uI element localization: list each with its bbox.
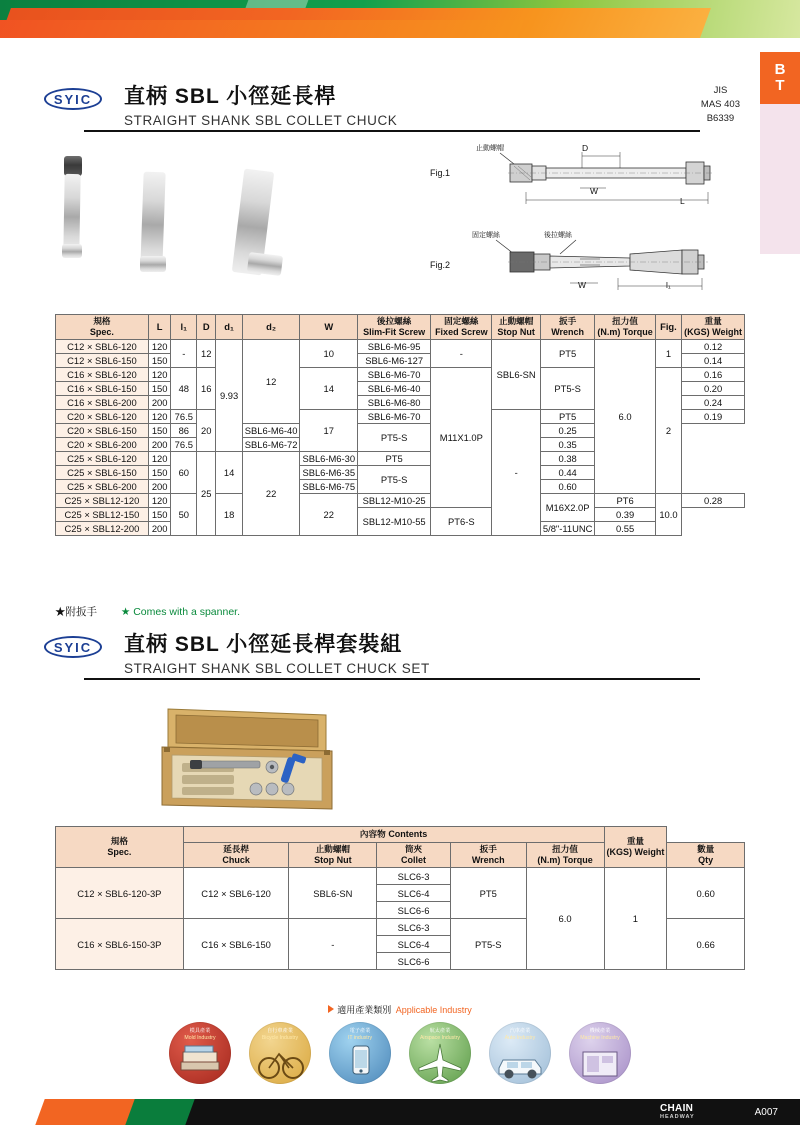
cell-weight: 0.24 [682, 396, 745, 410]
product-rod-3-collar [247, 252, 283, 276]
industry-cn-auto: 汽車產業 [509, 1028, 531, 1034]
fig2-label: Fig.2 [430, 260, 451, 270]
cell-l: 120 [148, 494, 171, 508]
th-fixed-screw-cn: 固定螺絲 [444, 316, 479, 326]
cell-l1: 76.5 [171, 410, 197, 424]
cell-weight: 0.12 [682, 340, 745, 354]
section2-title-rule [84, 678, 700, 680]
th-torque-en: (N.m) Torque [597, 326, 653, 337]
applicable-industry-title [0, 1000, 800, 1018]
th-set-stop-nut-cn: 止動螺帽 [315, 843, 351, 854]
th-slim-fit-screw [358, 315, 431, 340]
cell-collet: SLC6-4 [377, 885, 451, 902]
cell-l: 150 [148, 354, 171, 368]
cell-wrench: PT5-S [358, 424, 431, 452]
table-row [56, 340, 745, 354]
top-decorative-banner [0, 0, 800, 46]
fig2-l1-label: l₁ [666, 280, 671, 290]
table-row [56, 868, 745, 885]
cell-d: 20 [197, 410, 216, 452]
cell-spec: C25 × SBL12-120 [56, 494, 149, 508]
cell-spec: C25 × SBL12-150 [56, 508, 149, 522]
cell-l1: 60 [171, 452, 197, 494]
syic-logo-2 [40, 630, 112, 670]
cell-screw: SBL12-M10-55 [358, 508, 431, 536]
cell-screw: SBL6-M6-70 [358, 410, 431, 424]
table-row [56, 494, 745, 508]
th-chuck-cn: 延長桿 [223, 843, 249, 854]
cell-set-spec: C12 × SBL6-120-3P [56, 868, 184, 919]
cell-weight: 0.44 [540, 466, 595, 480]
th-wrench-en: Wrench [551, 326, 585, 337]
cell-d2: 22 [300, 494, 358, 536]
logo-text-2: SYIC [44, 636, 102, 658]
industry-en-auto: Auto Industry [504, 1034, 536, 1041]
cell-l: 120 [148, 340, 171, 354]
cell-l: 120 [148, 410, 171, 424]
th-set-weight-en: (KGS) Weight [606, 846, 665, 857]
footer-brand-sub: HEADWAY [660, 1114, 695, 1120]
th-chuck [183, 842, 289, 867]
cell-set-torque: 6.0 [526, 868, 604, 970]
industry-cn-it: 電子產業 [349, 1028, 371, 1034]
industry-en-bicycle: Bicycle Industry [261, 1034, 299, 1041]
cell-wrench: PT6-S [431, 508, 492, 536]
fig2-slim-fit-screw-note: 後拉螺絲 [544, 232, 572, 239]
cell-fig: 1 [655, 340, 681, 368]
th-set-spec-en: Spec. [107, 846, 132, 857]
cell-weight: 0.14 [682, 354, 745, 368]
th-torque [595, 315, 655, 340]
spec-table-head [56, 315, 745, 340]
set-table-head [56, 827, 745, 868]
th-collet [377, 842, 451, 867]
cell-spec: C25 × SBL6-120 [56, 452, 149, 466]
industry-cn-mold: 模具產業 [189, 1028, 211, 1034]
industry-caption-auto [489, 1028, 551, 1041]
th-spec [56, 315, 149, 340]
cell-d1: 18 [216, 494, 242, 536]
cell-set-wrench: PT5 [450, 868, 526, 919]
cell-spec: C16 × SBL6-200 [56, 396, 149, 410]
footer-brand-logo [660, 1103, 695, 1120]
industry-cn-airspace: 航太產業 [429, 1028, 451, 1034]
cell-screw: SBL6-M6-30 [300, 452, 358, 466]
cell-spec: C12 × SBL6-150 [56, 354, 149, 368]
it-icon-art [329, 1040, 391, 1084]
industry-icon-auto [489, 1022, 551, 1084]
industry-en-mold: Mold Industry [184, 1034, 216, 1041]
side-tab-strip [760, 104, 800, 254]
cell-stop: SBL6-SN [492, 340, 540, 410]
cell-weight: 0.20 [682, 382, 745, 396]
cell-spec: C25 × SBL6-150 [56, 466, 149, 480]
th-collet-en: Collet [401, 854, 427, 865]
fig1-l-label: L [680, 196, 685, 206]
bicycle-icon-art [249, 1042, 311, 1084]
cell-fixed: 5/8"-11UNC [540, 522, 595, 536]
mold-icon-art [169, 1042, 231, 1084]
industry-icon-airspace [409, 1022, 471, 1084]
fig1-stop-nut-note: 止動螺帽 [476, 145, 504, 152]
th-set-stop-nut [289, 842, 377, 867]
industry-cn-machine: 機械產業 [589, 1028, 611, 1034]
industry-caption-bicycle [249, 1028, 311, 1041]
cell-set-weight: 0.66 [667, 919, 745, 970]
cell-l1: 86 [171, 424, 197, 438]
cell-d: 25 [197, 452, 216, 536]
cell-set-weight: 0.60 [667, 868, 745, 919]
cell-l1: 48 [171, 368, 197, 410]
th-torque-cn: 扭力值 [612, 316, 638, 326]
th-spec-cn: 規格 [93, 316, 111, 326]
th-set-torque-cn: 扭力值 [552, 843, 578, 854]
cell-l: 200 [148, 480, 171, 494]
th-fig: Fig. [655, 315, 681, 340]
cell-collet: SLC6-6 [377, 953, 451, 970]
fig2-diagram [430, 228, 740, 308]
cell-l: 200 [148, 522, 171, 536]
cell-torque: 10.0 [655, 494, 681, 536]
standards-block [701, 84, 740, 125]
fig2-w-label: W [578, 280, 587, 290]
table-row [56, 508, 745, 522]
th-contents [183, 827, 604, 843]
cell-weight: 0.16 [682, 368, 745, 382]
cell-wrench: PT5-S [540, 368, 595, 410]
fig1-diagram [430, 140, 740, 212]
cell-collet: SLC6-3 [377, 919, 451, 936]
cell-set-stop-nut: - [289, 919, 377, 970]
fig2-fixed-screw-note: 固定螺絲 [472, 232, 500, 239]
th-set-spec [56, 827, 184, 868]
cell-screw: SBL6-M6-95 [358, 340, 431, 354]
case-photo-svg [150, 705, 350, 825]
syic-logo [40, 82, 112, 122]
cell-d: 12 [197, 340, 216, 368]
cell-l: 200 [148, 396, 171, 410]
standard-mas: MAS 403 [700, 98, 740, 110]
cell-l: 150 [148, 382, 171, 396]
cell-collet: SLC6-3 [377, 868, 451, 885]
industry-en-it: IT industry [347, 1034, 373, 1041]
logo-text: SYIC [44, 88, 102, 110]
industry-icons-row [0, 1022, 800, 1084]
section2-title-block [124, 628, 430, 676]
industry-en-airspace: Airspace Industry [419, 1034, 461, 1041]
cell-screw: SBL6-M6-75 [300, 480, 358, 494]
product-rod-1 [63, 174, 80, 252]
th-weight [682, 315, 745, 340]
cell-weight: 0.28 [682, 494, 745, 508]
footer-page-number: A007 [754, 1107, 778, 1118]
section1-title-rule [84, 130, 700, 132]
cell-weight: 0.60 [540, 480, 595, 494]
cell-stop: - [492, 410, 540, 536]
cell-spec: C20 × SBL6-150 [56, 424, 149, 438]
th-set-wrench-cn: 扳手 [479, 843, 497, 854]
th-set-spec-cn: 規格 [110, 835, 128, 846]
cell-l: 150 [148, 508, 171, 522]
cell-spec: C12 × SBL6-120 [56, 340, 149, 354]
product-rod-2-collar [140, 256, 166, 272]
th-slim-fit-screw-en: Slim-Fit Screw [363, 326, 426, 337]
cell-wrench: PT5 [358, 452, 431, 466]
cell-wrench: PT6 [595, 494, 655, 508]
fig1-d-label: D [582, 143, 589, 153]
star-icon-en: ★ [120, 606, 131, 618]
cell-weight: 0.55 [595, 522, 655, 536]
cell-screw: SBL6-M6-40 [358, 382, 431, 396]
cell-fig: 2 [655, 368, 681, 494]
industry-icon-it [329, 1022, 391, 1084]
industry-caption-mold [169, 1028, 231, 1041]
industry-icon-machine [569, 1022, 631, 1084]
th-stop-nut-en: Stop Nut [497, 326, 535, 337]
product-photos [42, 148, 382, 298]
cell-torque: 6.0 [595, 340, 655, 494]
th-qty [667, 842, 745, 867]
cell-spec: C16 × SBL6-150 [56, 382, 149, 396]
th-d: D [197, 315, 216, 340]
fig1-label: Fig.1 [430, 168, 451, 178]
cell-l: 200 [148, 438, 171, 452]
spanner-note-cn: 附扳手 [65, 606, 97, 618]
spec-table-main [55, 314, 745, 536]
th-contents-en: Contents [388, 829, 428, 839]
th-set-wrench [450, 842, 526, 867]
cell-spec: C16 × SBL6-120 [56, 368, 149, 382]
cell-wrench: PT5 [540, 340, 595, 368]
th-set-weight-cn: 重量 [626, 835, 645, 846]
th-chuck-en: Chuck [222, 854, 250, 865]
th-wrench [540, 315, 595, 340]
cell-collet: SLC6-6 [377, 902, 451, 919]
cell-fixed: M16X2.0P [540, 494, 595, 522]
th-set-torque [526, 842, 604, 867]
cell-l1: - [171, 340, 197, 368]
cell-collet: SLC6-4 [377, 936, 451, 953]
standard-jis: JIS [713, 85, 728, 96]
th-slim-fit-screw-cn: 後拉螺絲 [376, 316, 412, 326]
product-rod-1-collar [62, 244, 82, 258]
cell-wrench: PT5 [540, 410, 595, 424]
industry-cn-bicycle: 自行車產業 [267, 1028, 293, 1034]
footer-bar [0, 1089, 800, 1131]
cell-weight: 0.25 [540, 424, 595, 438]
product-case-photo [150, 705, 310, 815]
cell-w: 17 [300, 410, 358, 452]
section1-title-cn: 直柄 SBL 小徑延長桿 [124, 85, 337, 108]
set-table-header-row-1 [56, 827, 745, 843]
th-collet-cn: 筒夾 [404, 843, 423, 854]
applicable-title-cn: 適用產業類別 [337, 1005, 392, 1015]
cell-fixed: M11X1.0P [431, 368, 492, 508]
cell-d: 16 [197, 368, 216, 410]
th-stop-nut [492, 315, 540, 340]
cell-w: 10 [300, 340, 358, 368]
th-qty-en: Qty [698, 854, 714, 865]
industry-caption-machine [569, 1028, 631, 1041]
th-contents-cn: 內容物 [359, 829, 386, 839]
footer-black-bar [140, 1099, 800, 1125]
airplane-icon-art [409, 1040, 471, 1084]
cell-set-stop-nut: SBL6-SN [289, 868, 377, 919]
cell-qty: 1 [604, 868, 667, 970]
th-fixed-screw-en: Fixed Screw [435, 326, 488, 337]
cell-screw: SBL6-M6-35 [300, 466, 358, 480]
cell-screw: SBL12-M10-25 [358, 494, 431, 508]
th-set-torque-en: (N.m) Torque [537, 854, 593, 865]
side-tab-bt [760, 52, 800, 104]
spanner-note [55, 604, 240, 619]
th-w: W [300, 315, 358, 340]
th-set-wrench-en: Wrench [471, 854, 505, 865]
th-wrench-cn: 扳手 [559, 316, 577, 326]
th-weight-cn: 重量 [704, 316, 722, 326]
fig2-svg [430, 228, 740, 308]
cell-l: 120 [148, 368, 171, 382]
section1-title-block [124, 80, 397, 128]
cell-l1: 50 [171, 494, 197, 536]
fig1-w-label: W [590, 186, 599, 196]
cell-fixed: - [431, 340, 492, 368]
cell-set-chuck: C12 × SBL6-120 [183, 868, 289, 919]
standard-b6339: B6339 [706, 112, 735, 124]
cell-screw: SBL6-M6-127 [358, 354, 431, 368]
section2-title-cn: 直柄 SBL 小徑延長桿套裝組 [124, 633, 403, 656]
cell-d2: 12 [242, 340, 300, 424]
cell-set-wrench: PT5-S [450, 919, 526, 970]
side-tab-letter-b: B [774, 61, 786, 79]
th-fixed-screw [431, 315, 492, 340]
section2-title-en: STRAIGHT SHANK SBL COLLET CHUCK SET [124, 661, 430, 676]
cell-spec: C20 × SBL6-200 [56, 438, 149, 452]
industry-icon-mold [169, 1022, 231, 1084]
th-d2: d₂ [242, 315, 300, 340]
cell-weight: 0.38 [540, 452, 595, 466]
side-tab-letter-t: T [775, 77, 785, 94]
set-table-body [56, 868, 745, 970]
spec-table-body [56, 340, 745, 536]
th-set-stop-nut-en: Stop Nut [314, 854, 352, 865]
spanner-note-en: Comes with a spanner. [133, 606, 240, 618]
th-stop-nut-cn: 止動螺帽 [498, 316, 534, 326]
cell-set-chuck: C16 × SBL6-150 [183, 919, 289, 970]
th-l1: l₁ [171, 315, 197, 340]
cell-set-spec: C16 × SBL6-150-3P [56, 919, 184, 970]
spec-table-set [55, 826, 745, 970]
industry-icon-bicycle [249, 1022, 311, 1084]
th-d1: d₁ [216, 315, 242, 340]
cell-weight: 0.39 [595, 508, 655, 522]
cell-spec: C25 × SBL6-200 [56, 480, 149, 494]
th-l: L [148, 315, 171, 340]
footer-brand-name: CHAIN [660, 1103, 694, 1114]
cell-screw: SBL6-M6-80 [358, 396, 431, 410]
cell-screw: SBL6-M6-40 [242, 424, 300, 438]
fig1-svg [430, 140, 740, 212]
cell-l: 120 [148, 452, 171, 466]
th-spec-en: Spec. [89, 326, 114, 337]
banner-bottom-white [0, 38, 800, 46]
applicable-title-en: Applicable Industry [395, 1005, 472, 1015]
cell-screw: SBL6-M6-72 [242, 438, 300, 452]
cell-screw: SBL6-M6-70 [358, 368, 431, 382]
th-weight-en: (KGS) Weight [684, 326, 742, 337]
footer-orange-slash [35, 1099, 134, 1125]
spec-table-header-row [56, 315, 745, 340]
th-set-weight [604, 827, 667, 868]
cell-spec: C25 × SBL12-200 [56, 522, 149, 536]
cell-spec: C20 × SBL6-120 [56, 410, 149, 424]
car-icon-art [489, 1042, 551, 1084]
section1-title-en: STRAIGHT SHANK SBL COLLET CHUCK [124, 113, 398, 128]
cell-weight: 0.19 [682, 410, 745, 424]
cell-weight: 0.35 [540, 438, 595, 452]
star-icon-cn: ★ [55, 606, 66, 618]
cell-w: 14 [300, 368, 358, 410]
th-qty-cn: 數量 [697, 843, 715, 854]
cell-d1: 14 [216, 452, 242, 494]
product-rod-2 [140, 172, 165, 269]
cell-l: 150 [148, 424, 171, 438]
cell-wrench: PT5-S [358, 466, 431, 494]
cell-d1: 9.93 [216, 340, 242, 452]
cell-l: 150 [148, 466, 171, 480]
cell-w: 22 [242, 452, 300, 536]
cell-l1: 76.5 [171, 438, 197, 452]
machine-icon-art [569, 1042, 631, 1084]
triangle-right-icon [328, 1005, 334, 1013]
industry-en-machine: Machine Industry [580, 1034, 620, 1041]
